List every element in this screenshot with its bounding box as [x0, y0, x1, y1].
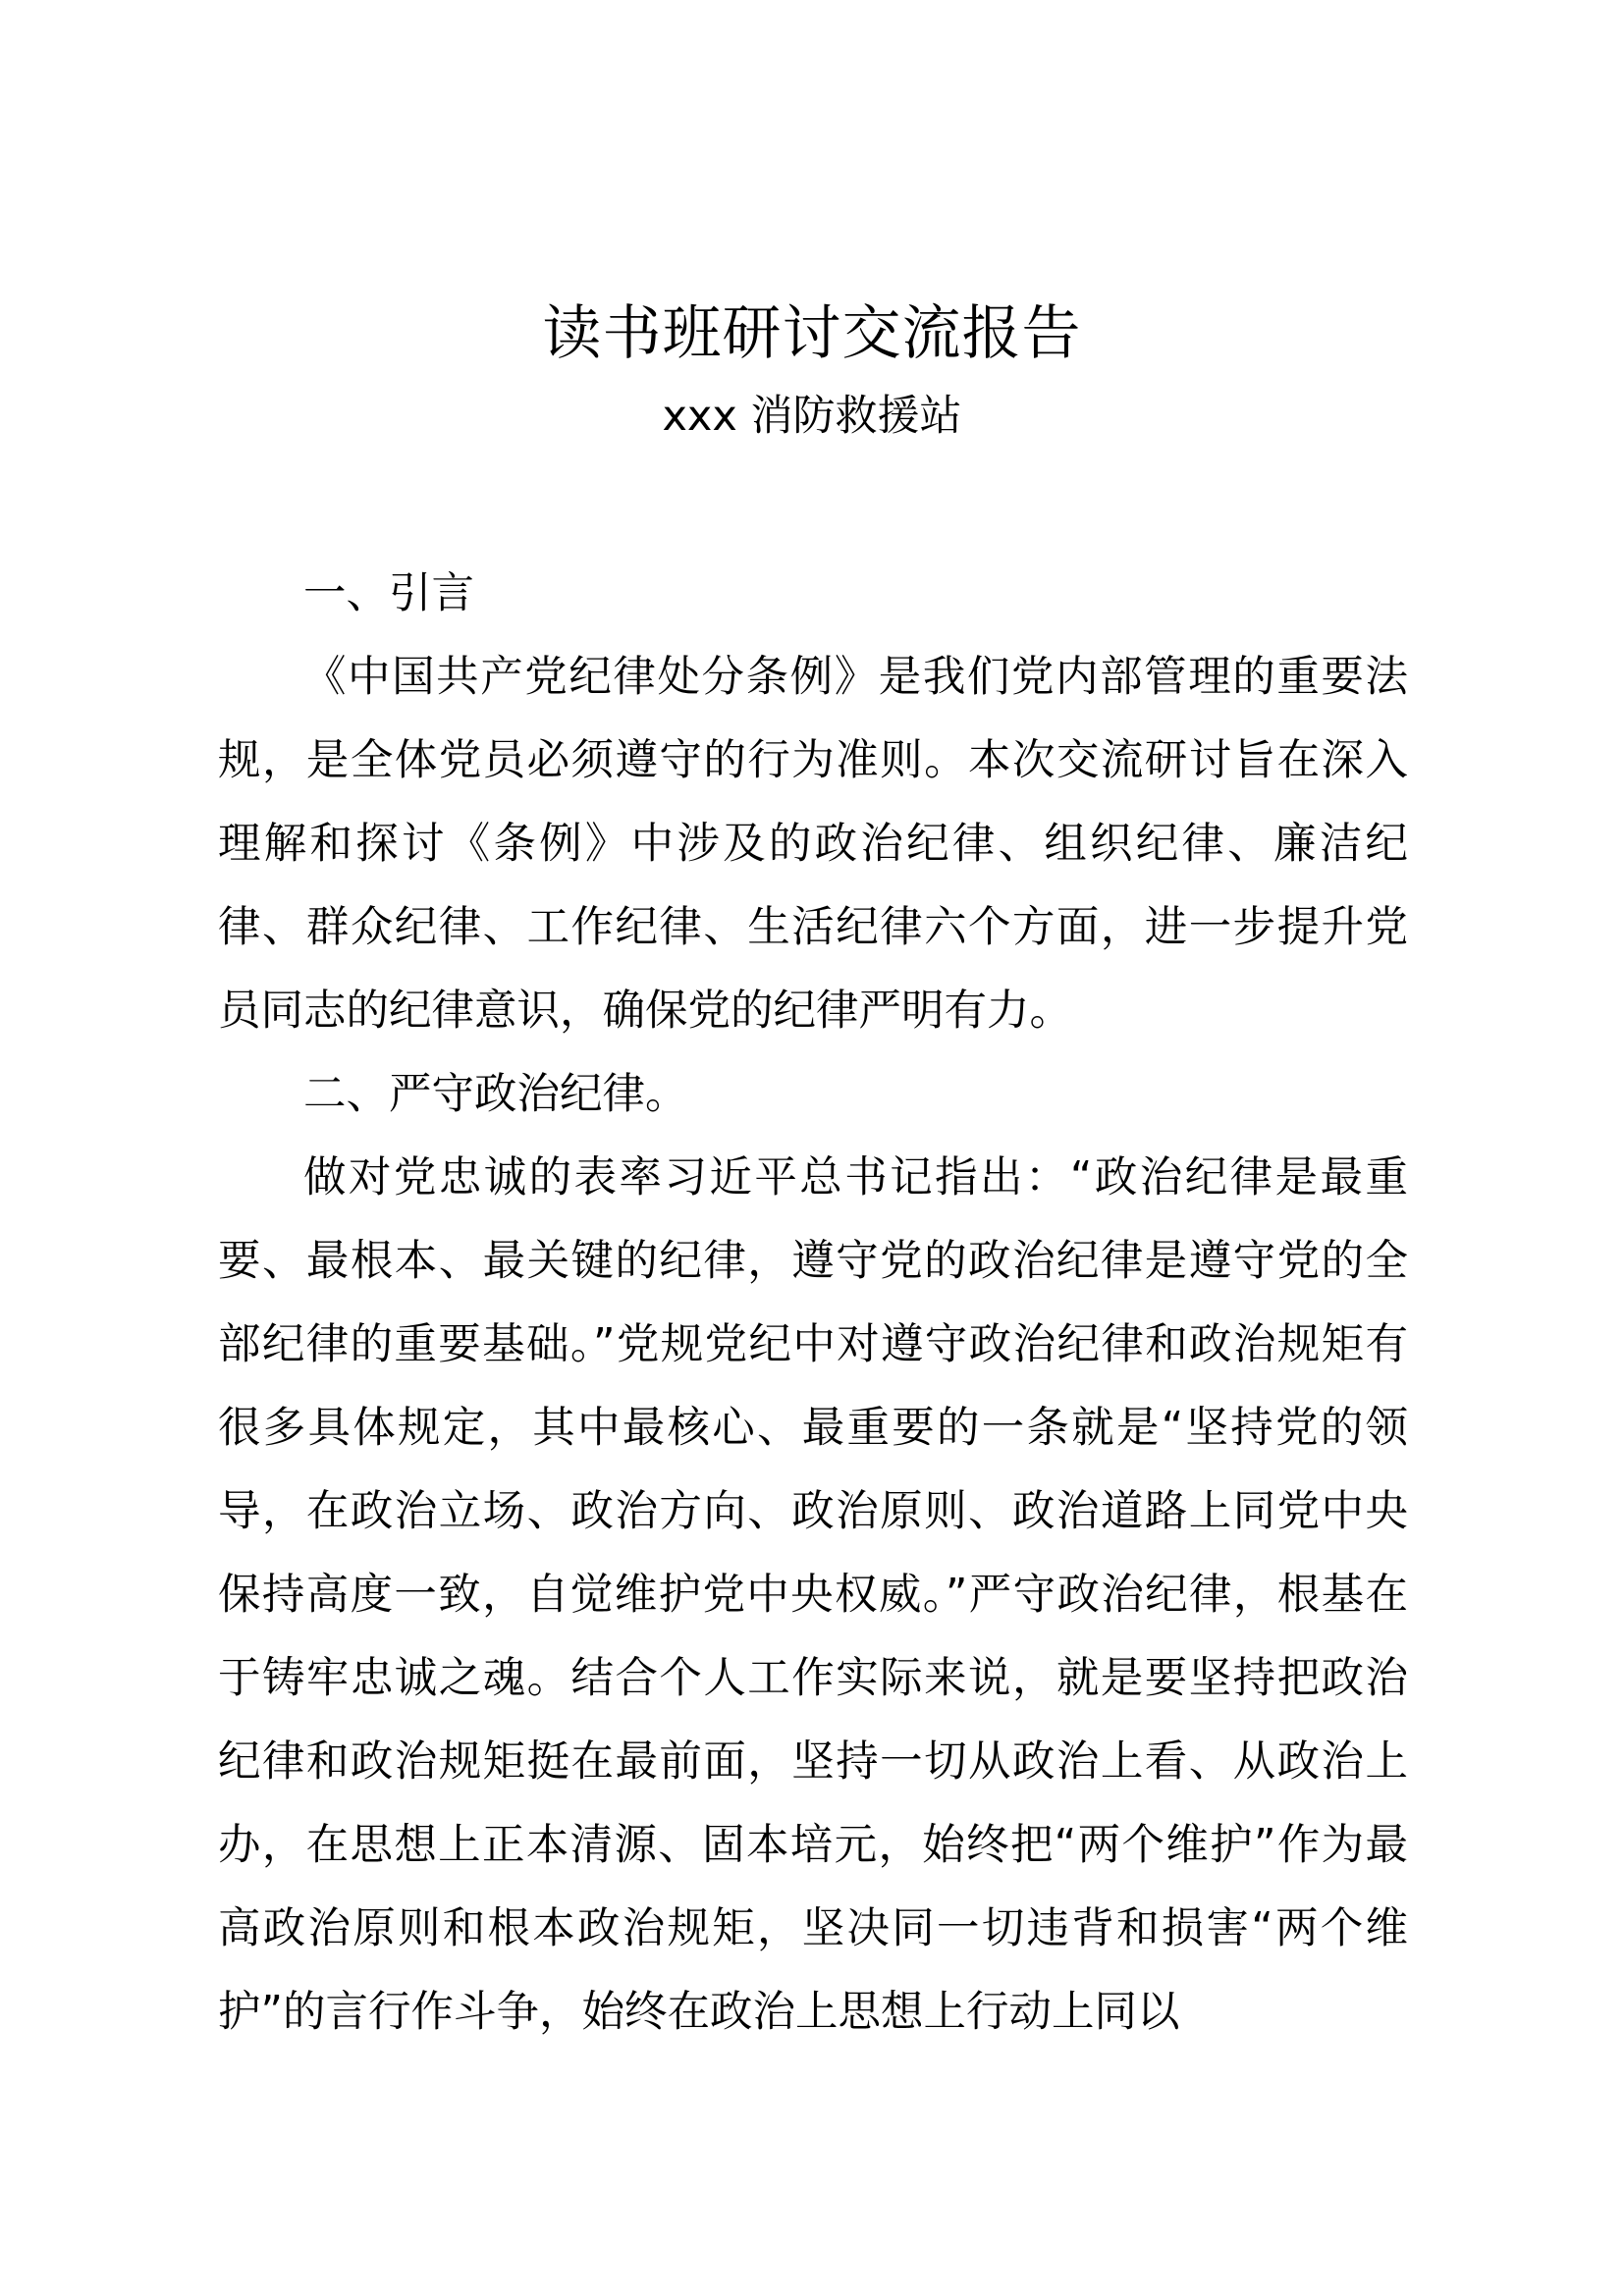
paragraph-political-discipline: 做对党忠诚的表率习近平总书记指出：“政治纪律是最重要、最根本、最关键的纪律，遵守党的政治纪律是遵守党的全部纪律的重要基础。”党规党纪中对遵守政治纪律和政治规矩有很多具体规定，其中最核心、最重要的一条就是“坚持党的领导，在政治立场、政治方向、政治原则、政治道路上同党中央保持高度一致，自觉维护党中央权威。”严守政治纪律，根基在于铸牢忠诚之魂。结合个人工作实际来说，就是要坚持把政治纪律和政治规矩挺在最前面，坚持一切从政治上看、从政治上办，在思想上正本清源、固本培元，始终把“两个维护”作为最高政治原则和根本政治规矩，坚决同一切违背和损害“两个维护”的言行作斗争，始终在政治上思想上行动上同以 [218, 1153, 1408, 2037]
document-subtitle: xxx 消防救援站 [662, 392, 962, 441]
section-heading-introduction: 一、引言 [303, 569, 474, 618]
document-title: 读书班研讨交流报告 [542, 299, 1082, 368]
paragraph-introduction: 《中国共产党纪律处分条例》是我们党内部管理的重要法规，是全体党员必须遵守的行为准则。本次交流研讨旨在深入理解和探讨《条例》中涉及的政治纪律、组织纪律、廉洁纪律、群众纪律、工作纪律、生活纪律六个方面，进一步提升党员同志的纪律意识，确保党的纪律严明有力。 [218, 653, 1408, 1036]
document-body [218, 553, 1408, 2055]
section-heading-political-discipline: 二、严守政治纪律。 [303, 1070, 688, 1119]
